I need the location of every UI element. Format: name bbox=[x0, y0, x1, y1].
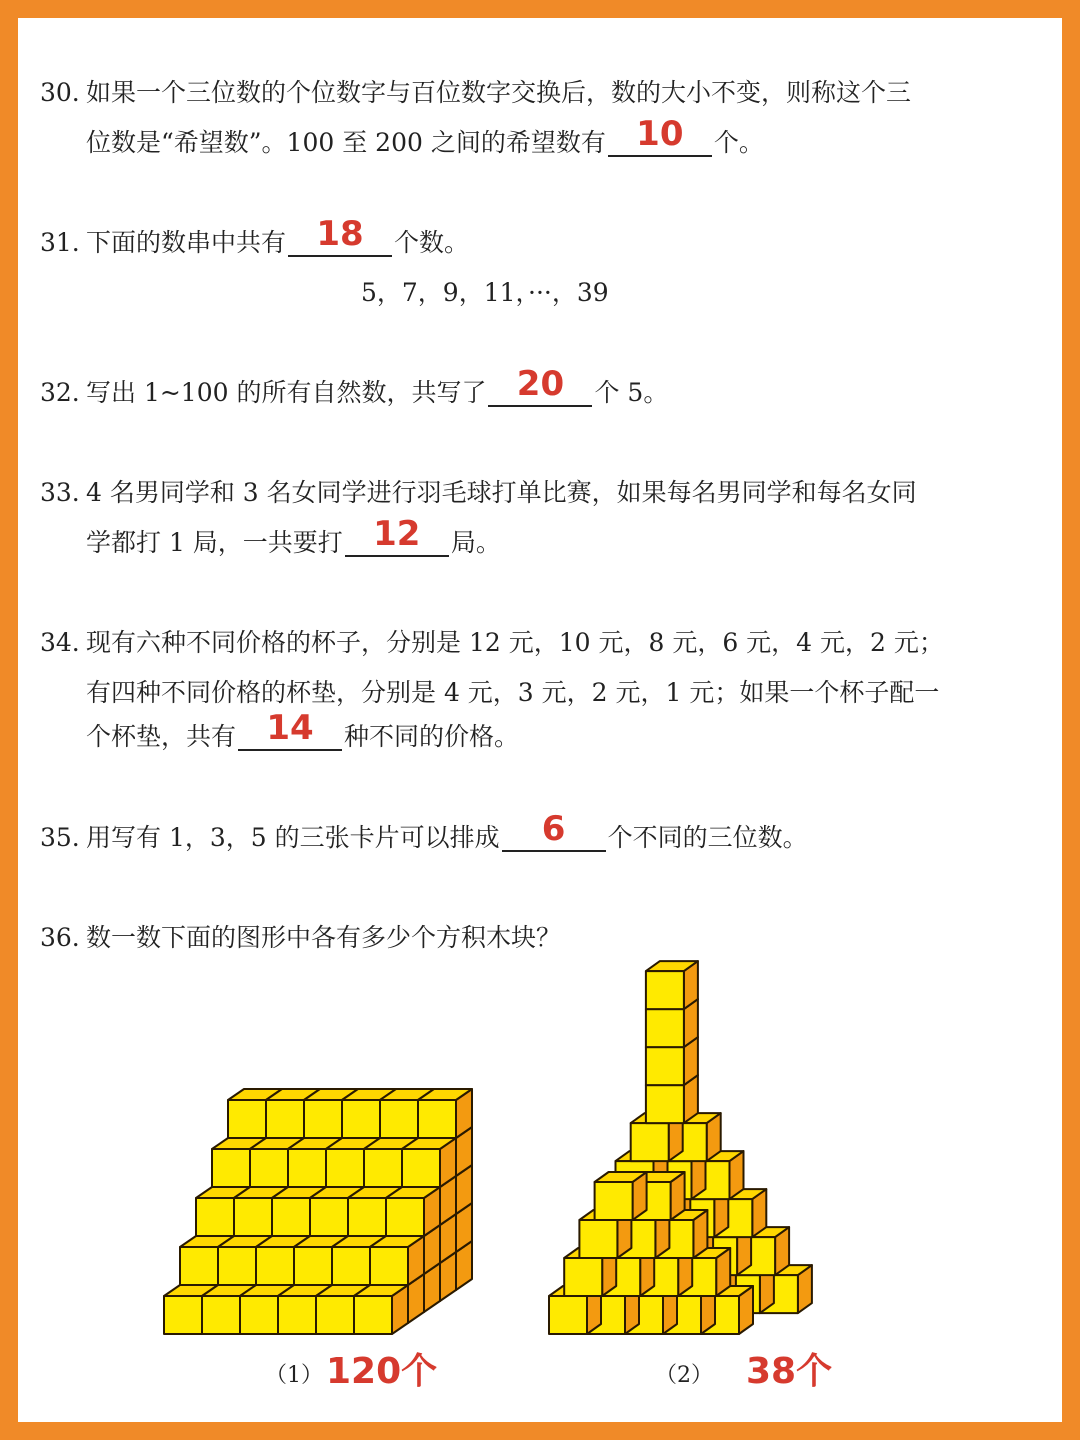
worksheet-page bbox=[18, 18, 1062, 1422]
cube-front-face bbox=[212, 1149, 250, 1187]
cube-front-face bbox=[595, 1182, 633, 1220]
cube-front-face bbox=[646, 971, 684, 1009]
question-number: 35. bbox=[40, 823, 80, 852]
cube-front-face bbox=[256, 1247, 294, 1285]
cube-front-face bbox=[180, 1247, 218, 1285]
cube-front-face bbox=[234, 1198, 272, 1236]
question-text: 种不同的价格。 bbox=[344, 722, 520, 751]
question-text: 个数。 bbox=[394, 228, 470, 257]
answer-text: 6 bbox=[541, 809, 566, 849]
cube-front-face bbox=[326, 1149, 364, 1187]
cube-front-face bbox=[316, 1296, 354, 1334]
question-text: 学都打 1 局，一共要打 bbox=[86, 528, 343, 557]
number-sequence: 5，7，9，11，···，39 bbox=[361, 278, 609, 307]
question-text: 有四种不同价格的杯垫，分别是 4 元，3 元，2 元，1 元；如果一个杯子配一 bbox=[86, 678, 940, 707]
question-text: 个 5。 bbox=[594, 378, 669, 407]
question-text: 如果一个三位数的个位数字与百位数字交换后，数的大小不变，则称这个三 bbox=[86, 78, 912, 107]
cube-front-face bbox=[228, 1100, 266, 1138]
cube-front-face bbox=[631, 1123, 669, 1161]
cube-front-face bbox=[218, 1247, 256, 1285]
cube-front-face bbox=[202, 1296, 240, 1334]
question-number: 30. bbox=[40, 78, 80, 107]
answer-text: 10 bbox=[636, 114, 684, 154]
cube-front-face bbox=[272, 1198, 310, 1236]
cube-front-face bbox=[266, 1100, 304, 1138]
question-number: 36. bbox=[40, 923, 80, 952]
cube-front-face bbox=[364, 1149, 402, 1187]
figure-1-answer: 120个 bbox=[326, 1351, 438, 1392]
cube-front-face bbox=[549, 1296, 587, 1334]
answer-text: 14 bbox=[266, 708, 314, 748]
question-text: 数一数下面的图形中各有多少个方积木块？ bbox=[86, 923, 562, 952]
question-number: 31. bbox=[40, 228, 80, 257]
figure-1-cube-stack bbox=[164, 1089, 472, 1334]
cube-front-face bbox=[370, 1247, 408, 1285]
question-text: 现有六种不同价格的杯子，分别是 12 元，10 元，8 元，6 元，4 元，2 元； bbox=[86, 628, 944, 657]
cube-front-face bbox=[418, 1100, 456, 1138]
figure-2-label: （2） bbox=[655, 1363, 713, 1388]
cube-front-face bbox=[354, 1296, 392, 1334]
cube-front-face bbox=[164, 1296, 202, 1334]
question-text: 局。 bbox=[450, 528, 501, 557]
cube-front-face bbox=[402, 1149, 440, 1187]
question-text: 写出 1~100 的所有自然数，共写了 bbox=[86, 378, 487, 407]
question-text: 用写有 1，3，5 的三张卡片可以排成 bbox=[86, 823, 500, 852]
cube-front-face bbox=[342, 1100, 380, 1138]
question-text: 个杯垫，共有 bbox=[86, 722, 237, 751]
cube-front-face bbox=[304, 1100, 342, 1138]
cube-front-face bbox=[386, 1198, 424, 1236]
question-text: 位数是“希望数”。100 至 200 之间的希望数有 bbox=[86, 128, 606, 157]
question-number: 33. bbox=[40, 478, 80, 507]
cube-front-face bbox=[240, 1296, 278, 1334]
cube-front-face bbox=[250, 1149, 288, 1187]
cube-front-face bbox=[646, 1009, 684, 1047]
cube-front-face bbox=[310, 1198, 348, 1236]
cube-front-face bbox=[579, 1220, 617, 1258]
cube-front-face bbox=[646, 1047, 684, 1085]
question-text: 个。 bbox=[713, 128, 764, 157]
cube-front-face bbox=[278, 1296, 316, 1334]
cube-figures bbox=[18, 18, 1062, 1422]
figure-2-cube-stack bbox=[549, 961, 812, 1334]
question-text: 个不同的三位数。 bbox=[607, 823, 808, 852]
question-text: 下面的数串中共有 bbox=[86, 228, 287, 257]
cube-front-face bbox=[332, 1247, 370, 1285]
question-text: 4 名男同学和 3 名女同学进行羽毛球打单比赛，如果每名男同学和每名女同 bbox=[86, 478, 917, 507]
cube-front-face bbox=[196, 1198, 234, 1236]
cube-front-face bbox=[564, 1258, 602, 1296]
cube-front-face bbox=[288, 1149, 326, 1187]
figure-1-label: （1） bbox=[265, 1363, 323, 1388]
answer-text: 18 bbox=[316, 214, 364, 254]
question-number: 34. bbox=[40, 628, 80, 657]
cube-front-face bbox=[380, 1100, 418, 1138]
cube-front-face bbox=[646, 1085, 684, 1123]
question-number: 32. bbox=[40, 378, 80, 407]
figure-2-answer: 38个 bbox=[746, 1351, 833, 1392]
cube-front-face bbox=[294, 1247, 332, 1285]
answer-text: 20 bbox=[516, 364, 565, 404]
answer-text: 12 bbox=[373, 514, 421, 554]
cube-front-face bbox=[348, 1198, 386, 1236]
